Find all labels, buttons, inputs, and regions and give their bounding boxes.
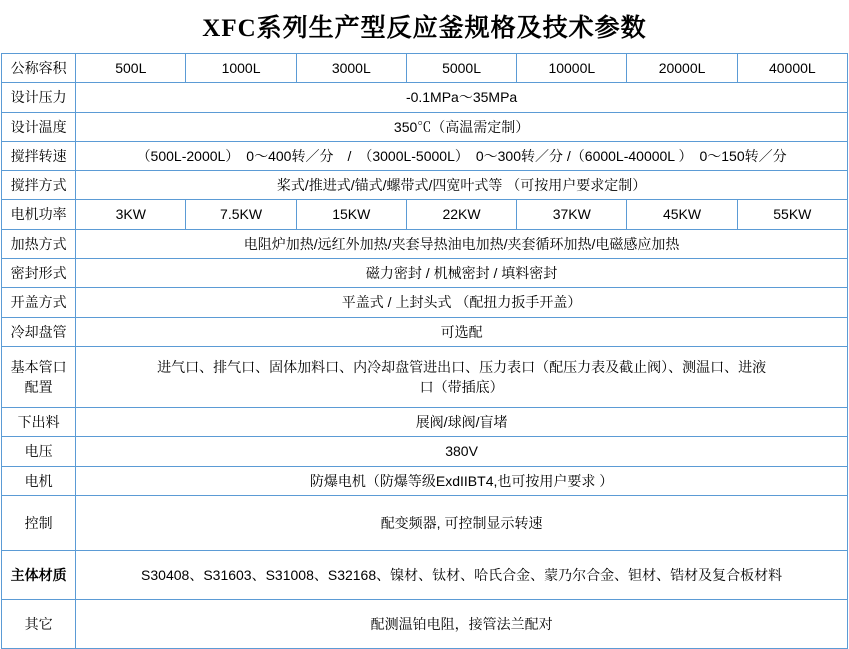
row-value: 桨式/推进式/锚式/螺带式/四宽叶式等 （可按用户要求定制） [76, 171, 848, 200]
row-value: 电阻炉加热/远红外加热/夹套导热油电加热/夹套循环加热/电磁感应加热 [76, 229, 848, 258]
row-label: 搅拌转速 [2, 141, 76, 170]
power-cell-1: 3KW [76, 200, 186, 229]
capacity-cell-6: 20000L [627, 54, 737, 83]
power-cell-4: 22KW [406, 200, 516, 229]
table-row [2, 437, 848, 466]
row-value: 防爆电机（防爆等级ExdIIBT4,也可按用户要求 ） [76, 466, 848, 495]
row-value: 配变频器, 可控制显示转速 [76, 495, 848, 550]
row-label: 开盖方式 [2, 288, 76, 317]
capacity-cell-4: 5000L [406, 54, 516, 83]
table-row [2, 171, 848, 200]
page-title: XFC系列生产型反应釜规格及技术参数 [202, 15, 647, 42]
table-row [2, 83, 848, 112]
table-row [2, 259, 848, 288]
row-value: 进气口、排气口、固体加料口、内冷却盘管进出口、压力表口（配压力表及截止阀）、测温口、进液口（带插底） [76, 346, 848, 407]
row-value: 平盖式 / 上封头式 （配扭力扳手开盖） [76, 288, 848, 317]
row-value: 380V [76, 437, 848, 466]
row-label: 主体材质 [2, 550, 76, 599]
table-row [2, 407, 848, 436]
specification-table [1, 53, 848, 649]
power-cell-7: 55KW [737, 200, 847, 229]
capacity-cell-1: 500L [76, 54, 186, 83]
row-label: 设计温度 [2, 112, 76, 141]
row-label: 电机 [2, 466, 76, 495]
row-label: 公称容积 [2, 54, 76, 83]
row-value: -0.1MPa～35MPa [76, 83, 848, 112]
row-label: 电压 [2, 437, 76, 466]
table-row [2, 317, 848, 346]
table-row [2, 495, 848, 550]
table-row [2, 466, 848, 495]
row-value: 350℃（高温需定制） [76, 112, 848, 141]
row-value: S30408、S31603、S31008、S32168、镍材、钛材、哈氏合金、蒙乃尔合金、钽材、锆材及复合板材料 [76, 550, 848, 599]
row-value: （500L-2000L） 0～400转／分 / （3000L-5000L） 0～300转／分 /（6000L-40000L ） 0～150转／分 [76, 141, 848, 170]
row-label: 搅拌方式 [2, 171, 76, 200]
row-value: 磁力密封 / 机械密封 / 填料密封 [76, 259, 848, 288]
table-row [2, 550, 848, 599]
table-row [2, 141, 848, 170]
row-label: 冷却盘管 [2, 317, 76, 346]
capacity-cell-5: 10000L [517, 54, 627, 83]
row-label: 电机功率 [2, 200, 76, 229]
row-value: 配测温铂电阻，接管法兰配对 [76, 599, 848, 648]
row-label: 其它 [2, 599, 76, 648]
power-cell-2: 7.5KW [186, 200, 296, 229]
table-row [2, 200, 848, 229]
row-label: 密封形式 [2, 259, 76, 288]
row-label: 下出料 [2, 407, 76, 436]
table-row [2, 229, 848, 258]
row-label: 控制 [2, 495, 76, 550]
row-label: 基本管口配置 [2, 346, 76, 407]
table-row [2, 112, 848, 141]
capacity-cell-7: 40000L [737, 54, 847, 83]
row-value: 展阀/球阀/盲堵 [76, 407, 848, 436]
power-cell-3: 15KW [296, 200, 406, 229]
table-row [2, 54, 848, 83]
power-cell-6: 45KW [627, 200, 737, 229]
table-row [2, 346, 848, 407]
row-label: 加热方式 [2, 229, 76, 258]
row-label: 设计压力 [2, 83, 76, 112]
row-value: 可选配 [76, 317, 848, 346]
table-row [2, 599, 848, 648]
capacity-cell-3: 3000L [296, 54, 406, 83]
power-cell-5: 37KW [517, 200, 627, 229]
table-row [2, 288, 848, 317]
capacity-cell-2: 1000L [186, 54, 296, 83]
